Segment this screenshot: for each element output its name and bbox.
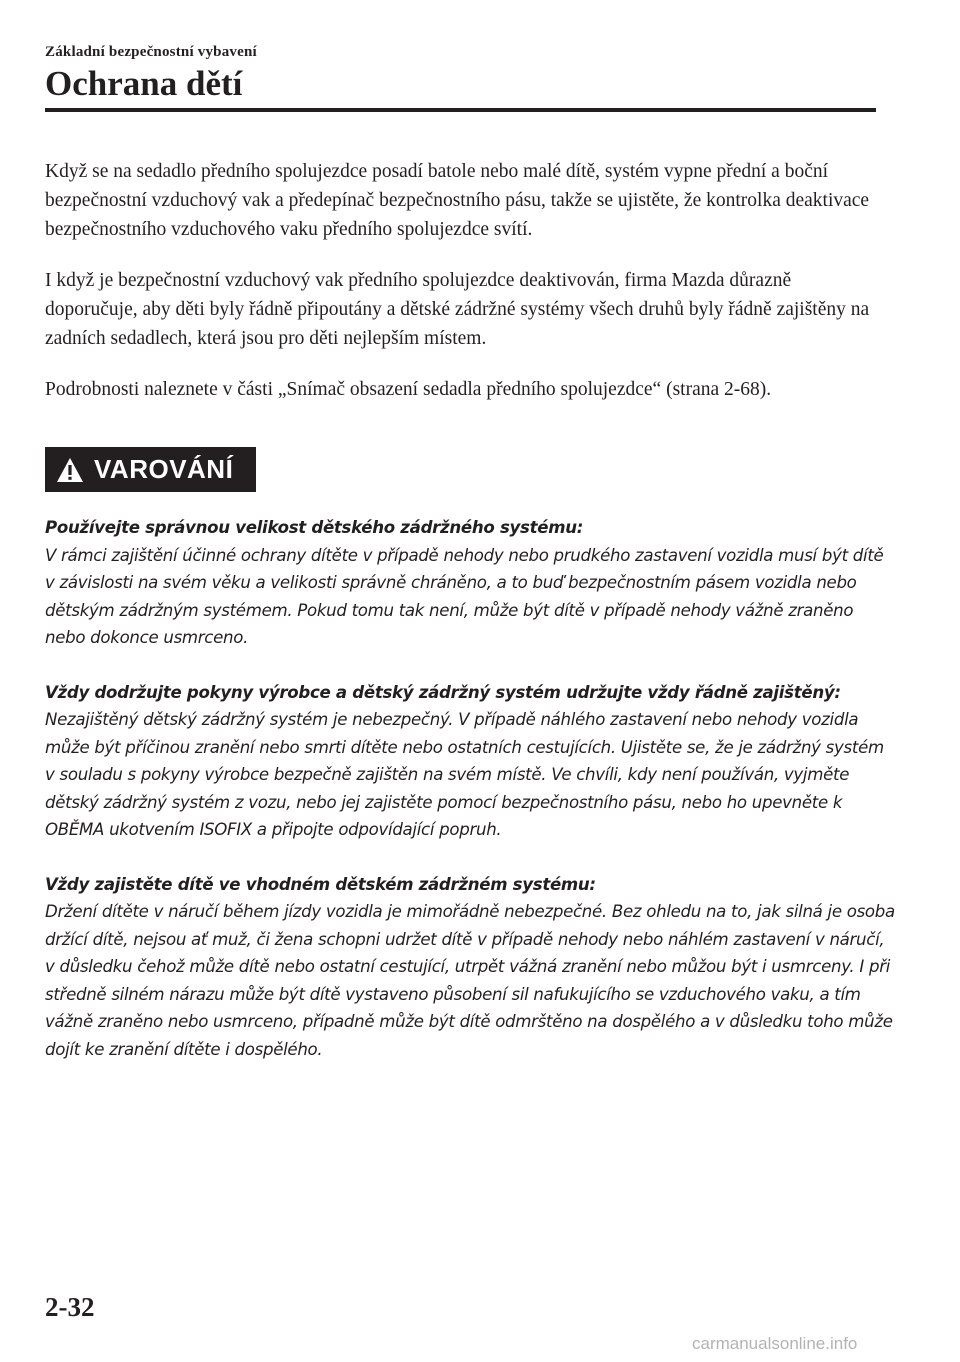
warning-badge [45,447,256,492]
paragraph: Podrobnosti naleznete v části „Snímač obsazení sedadla předního spolujezdce“ (strana 2-68). [45,379,772,400]
page-number: 2-32 [45,1292,95,1322]
section-label: Základní bezpečnostní vybavení [45,44,257,60]
warning-heading: Vždy dodržujte pokyny výrobce a dětský zádržný systém udržujte vždy řádně zajištěný: [45,682,841,702]
warning-heading: Vždy zajistěte dítě ve vhodném dětském zádržném systému: [45,874,596,894]
warning-item [45,871,895,1064]
watermark: carmanualsonline.info [692,1334,858,1353]
warning-text: Nezajištěný dětský zádržný systém je nebezpečný. V případě náhlého zastavení nebo nehody vozidla může být příčinou zranění nebo smrti dítěte nebo ostatních cestujících. Ujistěte se, že je zádržný systém v souladu s pokyny výrobce bezpečně zajištěn na svém místě. Ve chvíli, kdy není používán, vyjměte dětský zádržný systém z vozu, nebo jej zajistěte pomocí bezpečnostního pásu, nebo ho upevněte k OBĚMA ukotvením ISOFIX a připojte odpovídající popruh. [45,710,884,839]
title-divider [45,108,876,112]
page-title: Ochrana dětí [45,64,243,103]
paragraph: Když se na sedadlo předního spolujezdce posadí batole nebo malé dítě, systém vypne přední a boční bezpečnostní vzduchový vak a předepínač bezpečnostního pásu, takže se ujistěte, že kontrolka deaktivace bezpečnostního vzduchového vaku předního spolujezdce svítí. [45,161,870,240]
warning-triangle-icon [50,447,90,492]
warning-heading: Používejte správnou velikost dětského zádržného systému: [45,518,584,537]
warning-list [45,514,895,1090]
body-text [45,157,885,426]
warning-label: VAROVÁNÍ [94,454,234,484]
warning-item [45,514,895,652]
warning-text: V rámci zajištění účinné ochrany dítěte v případě nehody nebo prudkého zastavení vozidla musí být dítě v závislosti na svém věku a velikosti správně chráněno, a to buď bezpečnostním pásem vozidla nebo dětským zádržným systémem. Pokud tomu tak není, může být dítě v případě nehody vážně zraněno nebo dokonce usmrceno. [45,545,884,647]
warning-text: Držení dítěte v náručí během jízdy vozidla je mimořádně nebezpečné. Bez ohledu na to, jak silná je osoba držící dítě, nejsou ať muž, či žena schopni udržet dítě v případě nehody nebo náhlém zastavení v náručí, v důsledku čehož může dítě nebo ostatní cestující, utrpět vážná zranění nebo můžou být i usmrceny. I při středně silném nárazu může být dítě vystaveno působení sil nafukujícího se vzduchového vaku, a tím vážně zraněno nebo usmrceno, případně může být dítě odmrštěno na dospělého a v důsledku toho může dojít ke zranění dítěte i dospělého. [45,902,895,1059]
paragraph: I když je bezpečnostní vzduchový vak předního spolujezdce deaktivován, firma Mazda důrazně doporučuje, aby děti byly řádně připoutány a dětské zádržné systémy všech druhů byly řádně zajištěny na zadních sedadlech, která jsou pro děti nejlepším místem. [45,270,870,349]
warning-item [45,679,895,844]
